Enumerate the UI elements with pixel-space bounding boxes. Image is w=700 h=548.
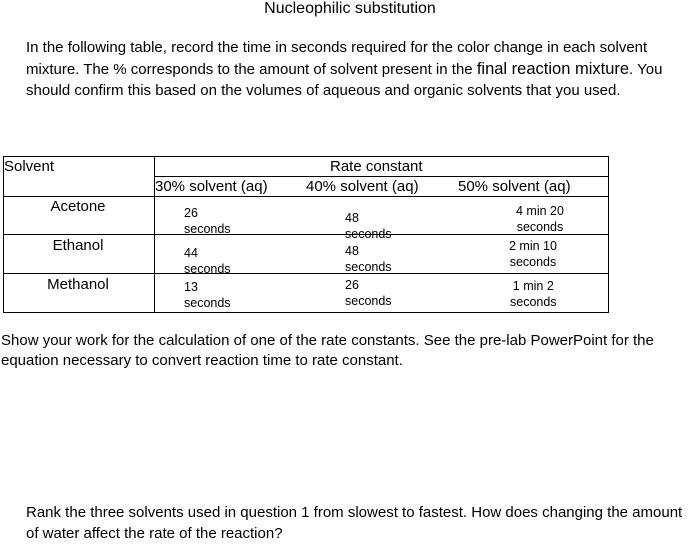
table-cell: 1 min 2 seconds: [510, 279, 557, 309]
table-cell: 44 seconds: [184, 246, 231, 276]
column-header-40: 40% solvent (aq): [306, 178, 419, 195]
table-border-top: [3, 156, 609, 157]
table-cell: 2 min 10 seconds: [509, 239, 557, 269]
table-row-divider: [3, 273, 609, 274]
solvent-name-methanol: Methanol: [47, 276, 109, 293]
question-3: Rank the three solvents used in question 1 from slowest to fastest. How does changing the amount of water affect the rate of the reaction?: [26, 504, 683, 542]
instructions-emphasis: final reaction mixture: [476, 59, 630, 78]
table-header-divider: [154, 176, 609, 177]
column-header-30: 30% solvent (aq): [155, 178, 268, 195]
table-cell: 4 min 20 seconds: [516, 204, 564, 234]
table-cell: 13 seconds: [184, 280, 231, 310]
table-cell: 48 seconds: [345, 244, 392, 274]
instructions-paragraph: [26, 37, 691, 102]
table-cell: 26 seconds: [345, 278, 392, 308]
table-column-divider: [608, 156, 609, 313]
page-title: Nucleophilic substitution: [264, 0, 436, 17]
solvent-header: Solvent: [4, 158, 55, 175]
solvent-name-ethanol: Ethanol: [52, 237, 104, 254]
instructions-text-2: . You should confirm this based on the volumes of aqueous and organic solvents that you used.: [26, 60, 663, 100]
rate-constant-header: Rate constant: [330, 158, 423, 175]
table-cell: 48 seconds: [345, 211, 392, 241]
table-cell: 26 seconds: [184, 206, 231, 236]
table-border-bottom: [3, 312, 609, 313]
question-2: Show your work for the calculation of one of the rate constants. See the pre-lab PowerPoint for the equation necessary to convert reaction time to rate constant.: [1, 332, 654, 369]
table-row-divider: [3, 196, 609, 197]
solvent-name-acetone: Acetone: [50, 198, 106, 215]
column-header-50: 50% solvent (aq): [458, 178, 571, 195]
instructions-text-1: In the following table, record the time in seconds required for the color change in each solvent mixture. The % corresponds to the amount of solvent present in the: [26, 39, 648, 78]
